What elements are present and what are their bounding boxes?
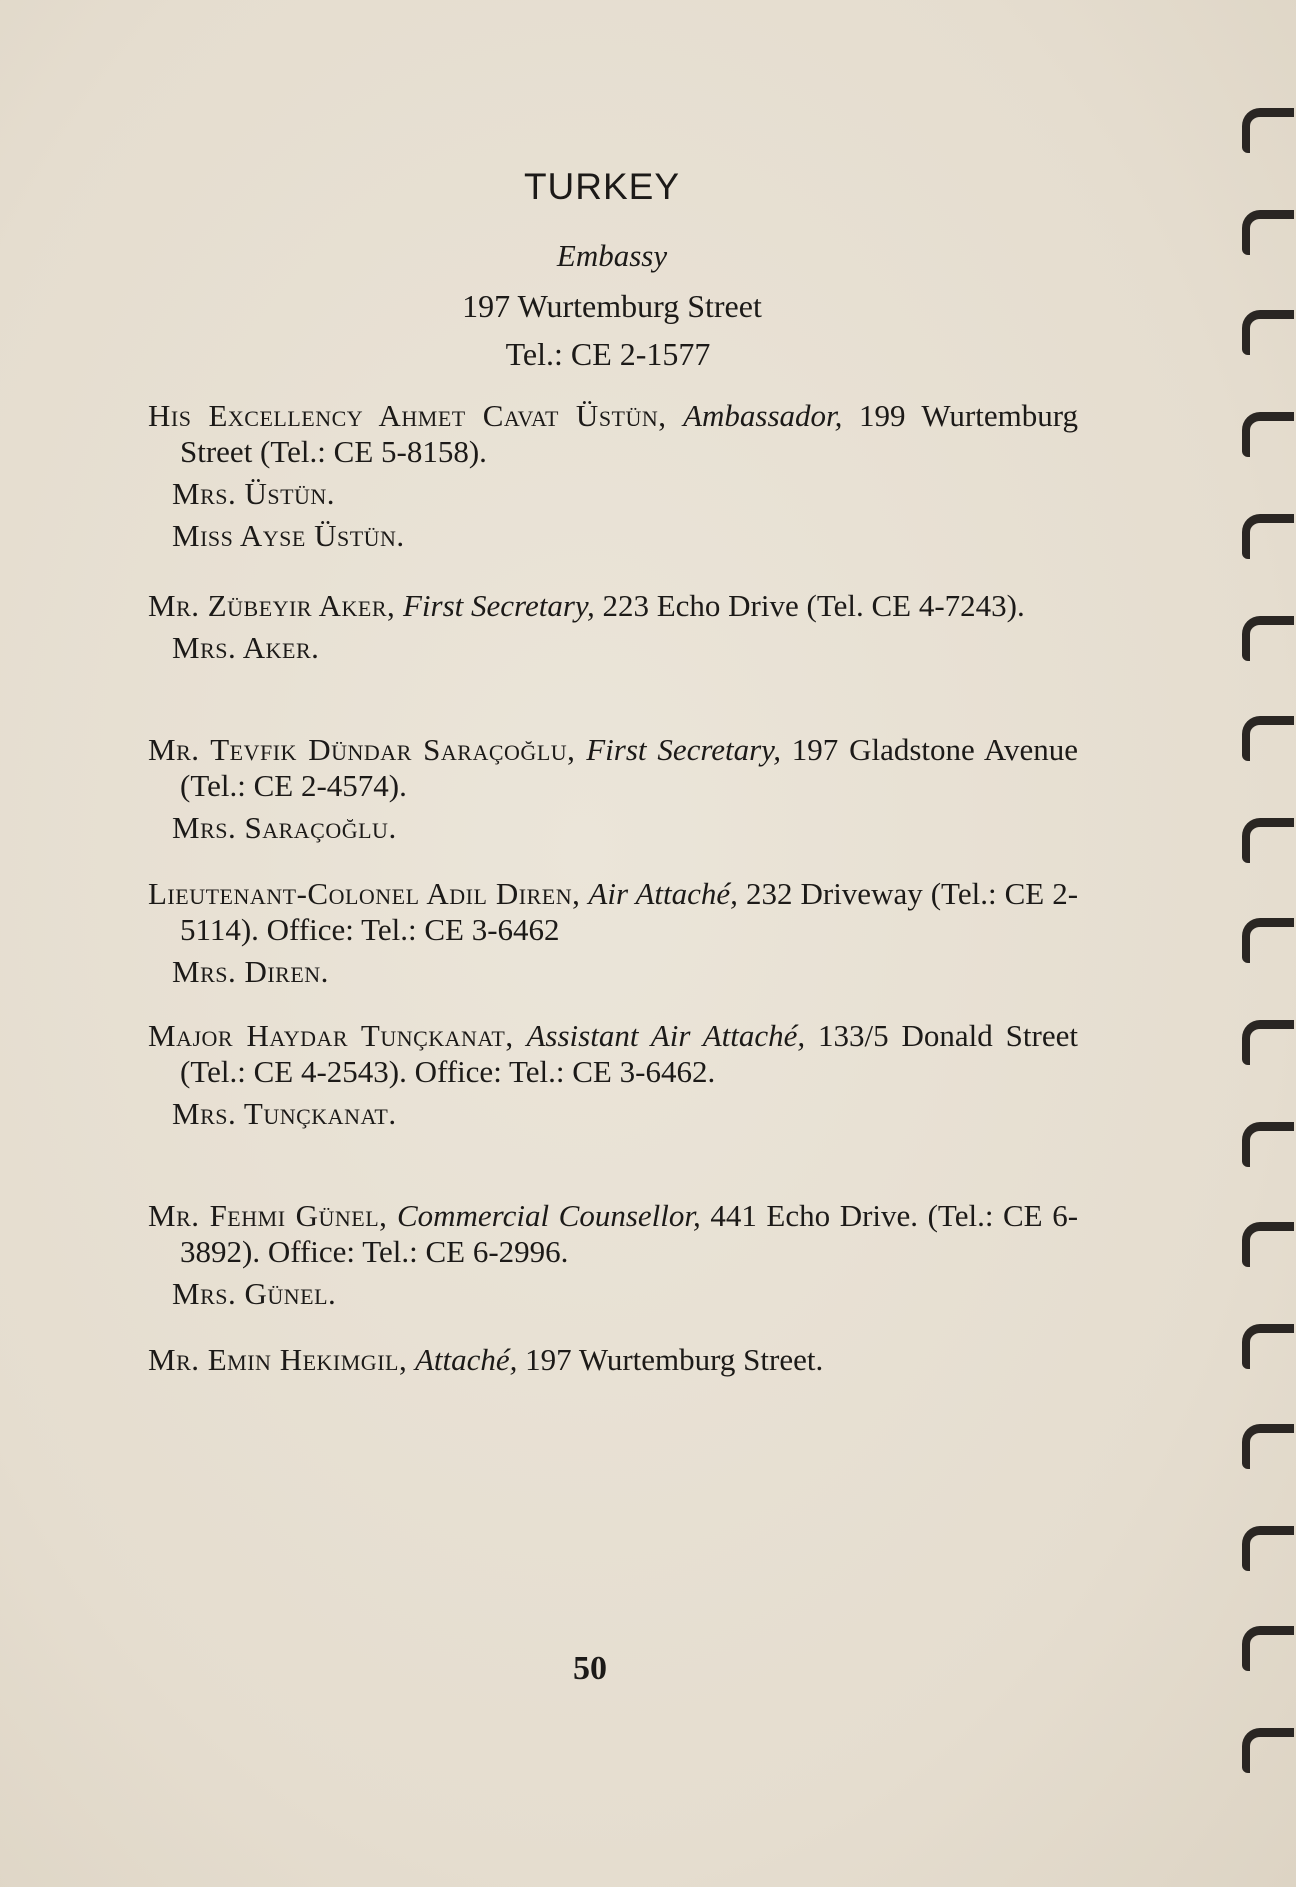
spiral-binding bbox=[1240, 0, 1296, 1887]
binding-coil bbox=[1242, 412, 1294, 457]
entry-name: Mr. Emin Hekimgil, bbox=[148, 1342, 408, 1377]
entry-role: Attaché, bbox=[414, 1342, 518, 1377]
entry-main bbox=[148, 1198, 1078, 1270]
binding-coil bbox=[1242, 716, 1294, 761]
entry-details: 133/5 Donald Street (Tel.: CE 4-2543). Office: Tel.: CE 3-6462. bbox=[180, 1018, 1078, 1089]
binding-coil bbox=[1242, 918, 1294, 963]
entry-main bbox=[148, 1018, 1078, 1090]
entry-main bbox=[148, 1342, 1078, 1378]
entry-name: Mr. Fehmi Günel, bbox=[148, 1198, 388, 1233]
binding-coil bbox=[1242, 1424, 1294, 1469]
staff-entry bbox=[148, 876, 1078, 990]
entry-details: 197 Gladstone Avenue (Tel.: CE 2-4574). bbox=[180, 732, 1079, 803]
binding-coil bbox=[1242, 1122, 1294, 1167]
entry-role: Ambassador, bbox=[683, 398, 843, 433]
entry-name: Mr. Zübeyir Aker, bbox=[148, 588, 396, 623]
entry-role: Assistant Air Attaché, bbox=[526, 1018, 806, 1053]
binding-coil bbox=[1242, 616, 1294, 661]
section-heading: Embassy bbox=[556, 238, 668, 273]
entry-details: 199 Wurtemburg Street (Tel.: CE 5-8158). bbox=[180, 398, 1078, 469]
staff-entry bbox=[148, 1198, 1078, 1312]
entry-main bbox=[148, 876, 1078, 948]
staff-entry bbox=[148, 398, 1078, 554]
entry-details: 441 Echo Drive. (Tel.: CE 6-3892). Office: Tel.: CE 6-2996. bbox=[180, 1198, 1079, 1269]
entry-name: Major Haydar Tunçkanat, bbox=[148, 1018, 514, 1053]
binding-coil bbox=[1242, 1020, 1294, 1065]
entry-spouse: Mrs. Üstün. bbox=[172, 476, 336, 511]
entry-name: His Excellency Ahmet Cavat Üstün, bbox=[148, 398, 667, 433]
binding-coil bbox=[1242, 108, 1294, 153]
staff-entry bbox=[148, 1018, 1078, 1132]
embassy-address: 197 Wurtemburg Street bbox=[462, 288, 762, 324]
entry-details: 232 Driveway (Tel.: CE 2-5114). Office: Tel.: CE 3-6462 bbox=[180, 876, 1079, 947]
entry-main bbox=[148, 732, 1078, 804]
binding-coil bbox=[1242, 1324, 1294, 1369]
entry-spouse: Mrs. Tunçkanat. bbox=[172, 1096, 397, 1131]
entry-details: 197 Wurtemburg Street. bbox=[525, 1342, 824, 1377]
page-number: 50 bbox=[573, 1650, 607, 1687]
staff-entry bbox=[148, 588, 1078, 666]
binding-coil bbox=[1242, 818, 1294, 863]
staff-entry bbox=[148, 1342, 1078, 1378]
entry-role: First Secretary, bbox=[403, 588, 595, 623]
binding-coil bbox=[1242, 514, 1294, 559]
entry-spouse: Mrs. Günel. bbox=[172, 1276, 337, 1311]
entry-role: First Secretary, bbox=[586, 732, 781, 767]
embassy-telephone: Tel.: CE 2-1577 bbox=[505, 336, 711, 372]
entry-name: Mr. Tevfik Dündar Saraçoğlu, bbox=[148, 732, 576, 767]
entry-role: Commercial Counsellor, bbox=[396, 1198, 701, 1233]
entry-details: 223 Echo Drive (Tel. CE 4-7243). bbox=[602, 588, 1025, 623]
entry-main bbox=[148, 398, 1078, 470]
binding-coil bbox=[1242, 1626, 1294, 1671]
binding-coil bbox=[1242, 210, 1294, 255]
entry-name: Lieutenant-Colonel Adil Diren, bbox=[148, 876, 581, 911]
entry-spouse: Mrs. Saraçoğlu. bbox=[172, 810, 397, 845]
staff-entry bbox=[148, 732, 1078, 846]
binding-coil bbox=[1242, 310, 1294, 355]
entry-spouse: Mrs. Aker. bbox=[172, 630, 320, 665]
binding-coil bbox=[1242, 1526, 1294, 1571]
entry-main bbox=[148, 588, 1078, 624]
binding-coil bbox=[1242, 1728, 1294, 1773]
entry-spouse: Miss Ayse Üstün. bbox=[172, 518, 405, 553]
binding-coil bbox=[1242, 1222, 1294, 1267]
entry-role: Air Attaché, bbox=[588, 876, 738, 911]
country-heading: TURKEY bbox=[523, 166, 681, 207]
entry-spouse: Mrs. Diren. bbox=[172, 954, 329, 989]
